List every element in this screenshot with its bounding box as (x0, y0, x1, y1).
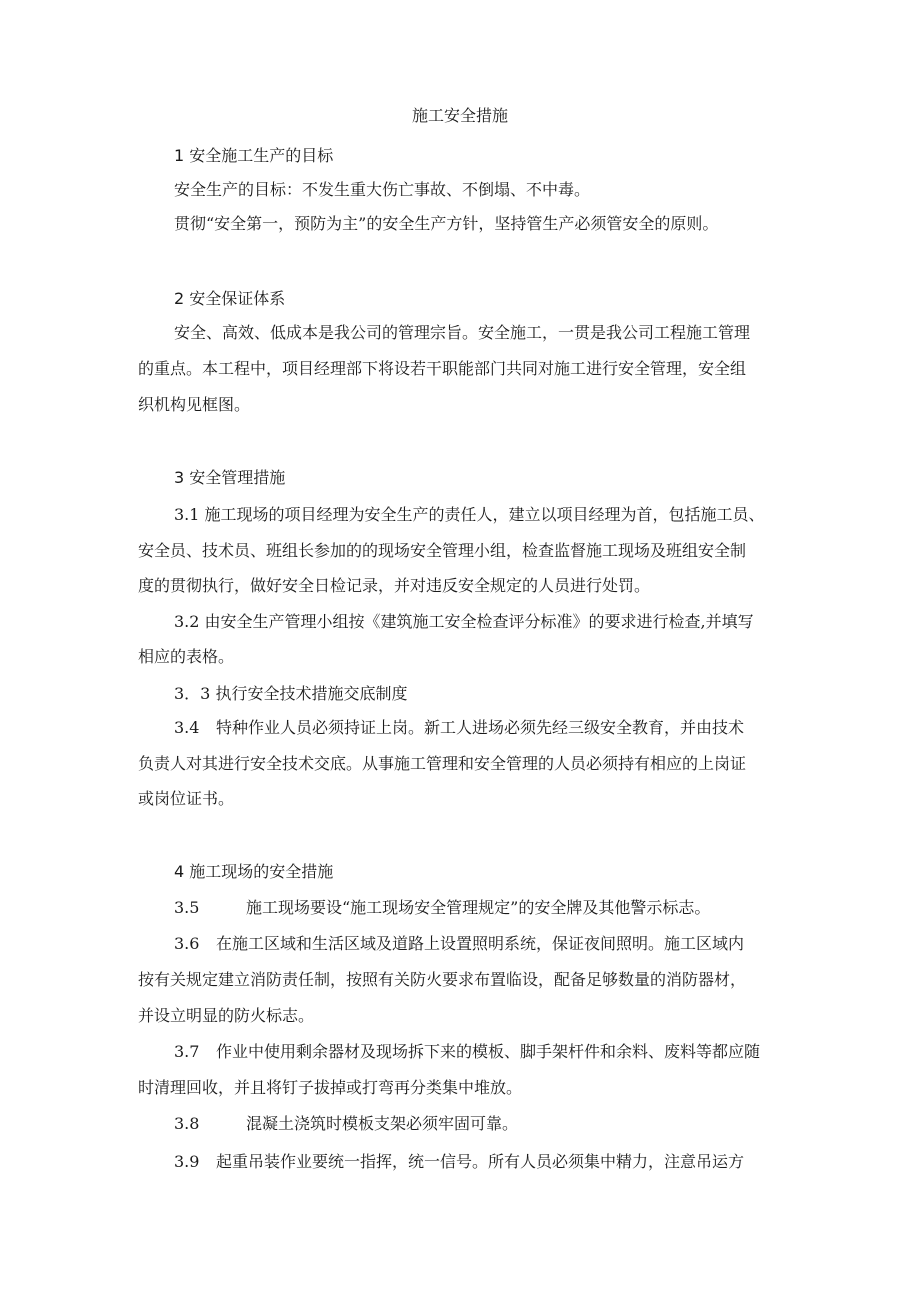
item-3-2-line: 相应的表格。 (138, 647, 235, 666)
item-3-4-line: 或岗位证书。 (138, 789, 235, 808)
item-3-7-line (174, 1039, 760, 1065)
item-number: 3.4 (174, 718, 200, 737)
item-number: 3.7 (174, 1042, 200, 1061)
item-number: 3.9 (174, 1152, 200, 1171)
item-number: 3.5 (174, 898, 200, 917)
item-3-1-line: 3.1 施工现场的项目经理为安全生产的责任人，建立以项目经理为首，包括施工员、 (174, 505, 765, 524)
section-2-heading: 2 安全保证体系 (174, 289, 286, 308)
section-4-heading: 4 施工现场的安全措施 (174, 862, 334, 881)
page-title: 施工安全措施 (411, 106, 508, 125)
item-text: 施工现场要设“施工现场安全管理规定”的安全牌及其他警示标志。 (246, 898, 711, 917)
item-3-4-line (174, 715, 744, 741)
item-3-1-line: 安全员、技术员、班组长参加的的现场安全管理小组，检查监督施工现场及班组安全制 (138, 541, 747, 560)
item-number: 3.6 (174, 934, 200, 953)
section-2-line: 织机构见框图。 (138, 395, 251, 414)
section-3-heading: 3 安全管理措施 (174, 468, 286, 487)
item-3-6-line: 按有关规定建立消防责任制，按照有关防火要求布置临设，配备足够数量的消防器材， (138, 970, 747, 989)
item-text: 特种作业人员必须持证上岗。新工人进场必须先经三级安全教育，并由技术 (216, 718, 745, 737)
item-3-6-line: 并设立明显的防火标志。 (138, 1006, 315, 1025)
section-2-line: 安全、高效、低成本是我公司的管理宗旨。安全施工，一贯是我公司工程施工管理 (174, 323, 751, 342)
section-1-paragraph-2: 贯彻“安全第一，预防为主”的安全生产方针，坚持管生产必须管安全的原则。 (174, 214, 719, 233)
item-text: 作业中使用剩余器材及现场拆下来的模板、脚手架杆件和余料、废料等都应随 (216, 1042, 761, 1061)
item-3-7-line: 时清理回收，并且将钉子拔掉或打弯再分类集中堆放。 (138, 1078, 523, 1097)
item-text: 起重吊装作业要统一指挥，统一信号。所有人员必须集中精力，注意吊运方 (216, 1152, 745, 1171)
item-3-6-line (174, 931, 744, 957)
item-3-9-line (174, 1149, 744, 1175)
item-3-8-line (174, 1111, 518, 1137)
item-3-4-line: 负责人对其进行安全技术交底。从事施工管理和安全管理的人员必须持有相应的上岗证 (138, 754, 747, 773)
item-3-1-line: 度的贯彻执行，做好安全日检记录，并对违反安全规定的人员进行处罚。 (138, 576, 651, 595)
item-3-5-line (174, 895, 710, 921)
item-3-2-line: 3.2 由安全生产管理小组按《建筑施工安全检查评分标准》的要求进行检查,并填写 (174, 612, 754, 631)
item-number: 3.8 (174, 1114, 200, 1133)
item-text: 在施工区域和生活区域及道路上设置照明系统，保证夜间照明。施工区域内 (216, 934, 745, 953)
section-1-paragraph-1: 安全生产的目标：不发生重大伤亡事故、不倒塌、不中毒。 (174, 180, 591, 199)
item-text: 混凝土浇筑时模板支架必须牢固可靠。 (246, 1114, 519, 1133)
item-3-3: 3．3 执行安全技术措施交底制度 (174, 684, 408, 703)
section-1-heading: 1 安全施工生产的目标 (174, 146, 334, 165)
section-2-line: 的重点。本工程中，项目经理部下将设若干职能部门共同对施工进行安全管理，安全组 (138, 359, 747, 378)
